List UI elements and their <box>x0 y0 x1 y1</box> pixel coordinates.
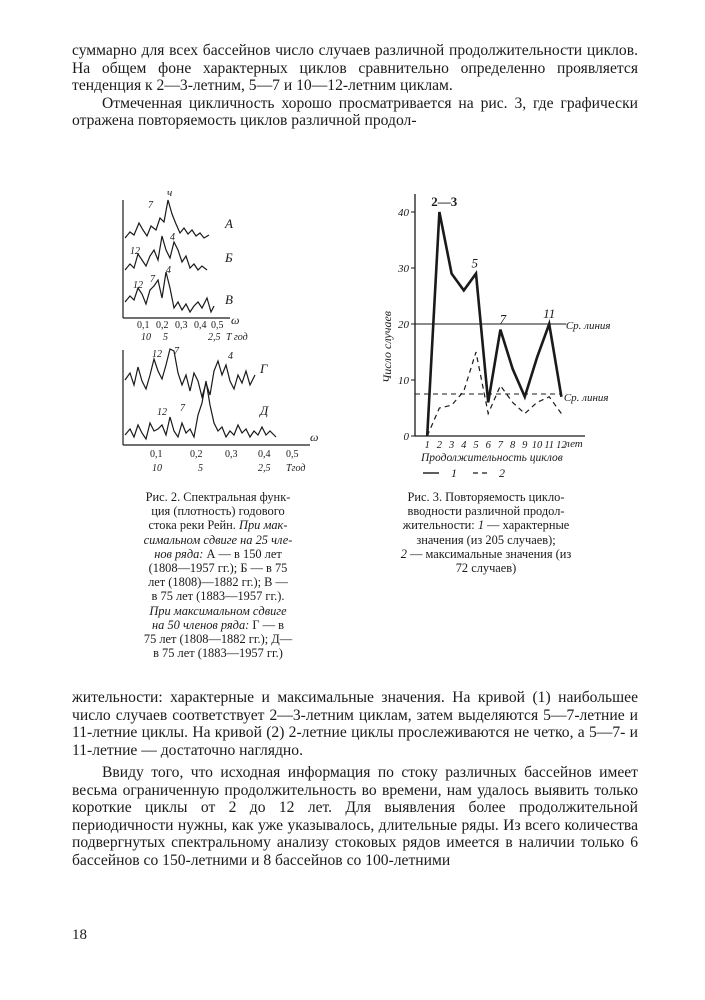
axis-symbol: ω <box>231 313 240 327</box>
tick-label: 0,5 <box>211 320 224 331</box>
caption-line: жительности: <box>402 518 475 533</box>
mean-line-label: Ср. линия <box>563 392 609 404</box>
y-tick-label: 40 <box>398 207 409 219</box>
y-tick-label: 30 <box>398 263 409 275</box>
period-unit: Tгод <box>286 463 306 474</box>
period-label: 10 <box>141 332 151 343</box>
caption-line: При максимальном сдвиге <box>149 603 287 618</box>
y-axis-label: Число случаев <box>380 311 394 383</box>
tick-label: 0,2 <box>190 449 203 460</box>
paragraph: Ввиду того, что исходная информация по стоку различных бассейнов имеет весьма ограниченную продолжительность во времени, нам удалось выявить только короткие циклы от 2 до 12 лет. Для выявления более продолжительной периодичности нужны, как уже указывалось, длительные ряды. Из всего количества подвергнутых спектральному анализу стоковых рядов имеется в наличии только 6 бассейнов со 150-летними и 8 бассейнов со 100-летними <box>72 764 638 869</box>
peak-annotation: 2—3 <box>431 194 458 209</box>
x-tick-label: 2 <box>436 440 443 451</box>
spectral-curve-v <box>125 272 214 312</box>
curve-label-b: Б <box>225 250 233 265</box>
tick-label: 0,1 <box>150 449 163 460</box>
x-tick-label: 7 <box>497 440 504 451</box>
period-label: 5 <box>198 463 203 474</box>
x-tick-label: 5 <box>473 440 479 451</box>
caption-line: — характерные <box>487 518 570 533</box>
caption-line: 72 случаев) <box>455 561 517 576</box>
peak-label: 7 <box>148 200 153 211</box>
tick-label: 0,5 <box>286 449 299 460</box>
x-tick-label: 6 <box>485 440 491 451</box>
paragraph: Отмеченная цикличность хорошо просматривается на рис. 3, где графически отражена повторяемость циклов различной продол- <box>72 94 638 129</box>
caption-line: ция (плотность) годового <box>151 504 285 519</box>
caption-line: А — в 150 лет <box>206 546 282 561</box>
page-number: 18 <box>72 927 87 943</box>
tick-label: 0,1 <box>137 320 150 331</box>
fig2-top-panel <box>110 187 260 343</box>
y-tick-label: 10 <box>398 375 409 387</box>
period-label: 10 <box>152 463 162 474</box>
mean-line-label: Ср. линия <box>565 320 611 332</box>
tick-label: 0,3 <box>175 320 188 331</box>
x-axis-label: Продолжительность циклов <box>421 452 563 464</box>
y-tick-label: 20 <box>398 319 409 331</box>
paragraph: жительности: характерные и максимальные значения. На кривой (1) наибольшее число случаев соответствует 2—3-летним циклам, затем выделяются 5—7-летние и 11-летние циклы. На кривой (2) 2-летние циклы прослеживаются не четко, а 5—7- и 11-летние — достаточно наглядно. <box>72 689 638 759</box>
curve-label-a: А <box>225 216 233 231</box>
legend-label-1: 1 <box>451 466 457 480</box>
peak-label: 12 <box>133 280 143 291</box>
fig2-caption <box>112 490 324 660</box>
x-tick-label: 10 <box>531 440 543 451</box>
peak-label: 7 <box>180 403 185 414</box>
spectral-curve-a <box>125 200 209 238</box>
peak-annotation: 5 <box>471 255 479 271</box>
x-tick-label: 12 <box>556 440 567 451</box>
fig2-bottom-panel <box>110 345 325 480</box>
x-tick-label: 11 <box>544 440 555 451</box>
fig3-chart <box>375 172 635 482</box>
peak-label: 7 <box>174 346 179 357</box>
period-label: 5 <box>163 332 168 343</box>
paragraph: суммарно для всех бассейнов число случаев различной продолжительности циклов. На общем фоне характерных циклов сравнительно определенно проявляется тенденция к 2—3-летним, 5—7 и 10—12-летним циклам. <box>72 42 638 94</box>
spectral-curve-g <box>125 349 255 397</box>
peak-annotation: 7 <box>499 311 507 327</box>
x-tick-label: 4 <box>461 440 467 451</box>
peak-annotation: 11 <box>543 306 556 321</box>
peak-label: 12 <box>157 407 167 418</box>
fig3-caption <box>376 490 596 575</box>
caption-number: 1 <box>477 518 485 533</box>
period-label: 2,5 <box>208 332 221 343</box>
caption-line: нов ряда: <box>154 546 204 561</box>
peak-label: 4 <box>170 232 175 243</box>
tick-label: 0,2 <box>156 320 169 331</box>
peak-label: 4 <box>228 351 233 362</box>
curve-label-g: Г <box>260 361 268 376</box>
caption-line: симальном сдвиге на 25 чле- <box>143 532 293 547</box>
peak-label: 12 <box>130 246 140 257</box>
curve-label-v: В <box>225 292 233 307</box>
x-tick-label: 1 <box>424 440 430 451</box>
peak-label: 12 <box>152 349 162 360</box>
caption-line: в 75 лет (1883—1957 гг.). <box>151 589 285 604</box>
tick-label: 0,4 <box>194 320 207 331</box>
caption-line: Рис. 3. Повторяемость цикло- <box>407 490 565 504</box>
x-tick-label: 8 <box>509 440 516 451</box>
bottom-text-block <box>72 689 638 869</box>
top-text-block <box>72 42 638 130</box>
caption-line: значения (из 205 случаев); <box>416 532 556 547</box>
caption-line: вводности различной продол- <box>407 504 565 519</box>
peak-label: 4 <box>166 265 171 276</box>
period-label: 2,5 <box>258 463 271 474</box>
caption-line: При мак- <box>239 518 288 533</box>
caption-line: стока реки Рейн. <box>148 518 236 533</box>
caption-number: 2 <box>400 546 407 561</box>
caption-line: Рис. 2. Спектральная функ- <box>145 490 291 504</box>
legend-label-2: 2 <box>499 466 505 480</box>
caption-line: 75 лет (1808—1882 гг.); Д— <box>143 632 293 647</box>
axis-symbol: ω <box>310 430 319 444</box>
caption-line: — максимальные значения (из <box>410 546 572 561</box>
caption-line: лет (1808)—1882 гг.); В — <box>148 575 288 590</box>
x-unit: лет <box>565 438 583 450</box>
peak-label: 7 <box>150 274 155 285</box>
legend <box>423 466 505 480</box>
caption-line: на 50 членов ряда: <box>152 617 250 632</box>
tick-label: 0,3 <box>225 449 238 460</box>
caption-line: Г — в <box>252 617 284 632</box>
peak-label: ч <box>167 187 173 199</box>
curve-label-d: Д <box>260 403 269 418</box>
period-unit: T год <box>226 332 248 343</box>
caption-line: (1808—1957 гг.); Б — в 75 <box>148 561 288 576</box>
tick-label: 0,4 <box>258 449 271 460</box>
x-tick-label: 9 <box>522 440 528 451</box>
y-tick-label: 0 <box>403 431 409 443</box>
caption-line: в 75 лет (1883—1957 гг.) <box>153 646 283 661</box>
x-tick-label: 3 <box>448 440 455 451</box>
